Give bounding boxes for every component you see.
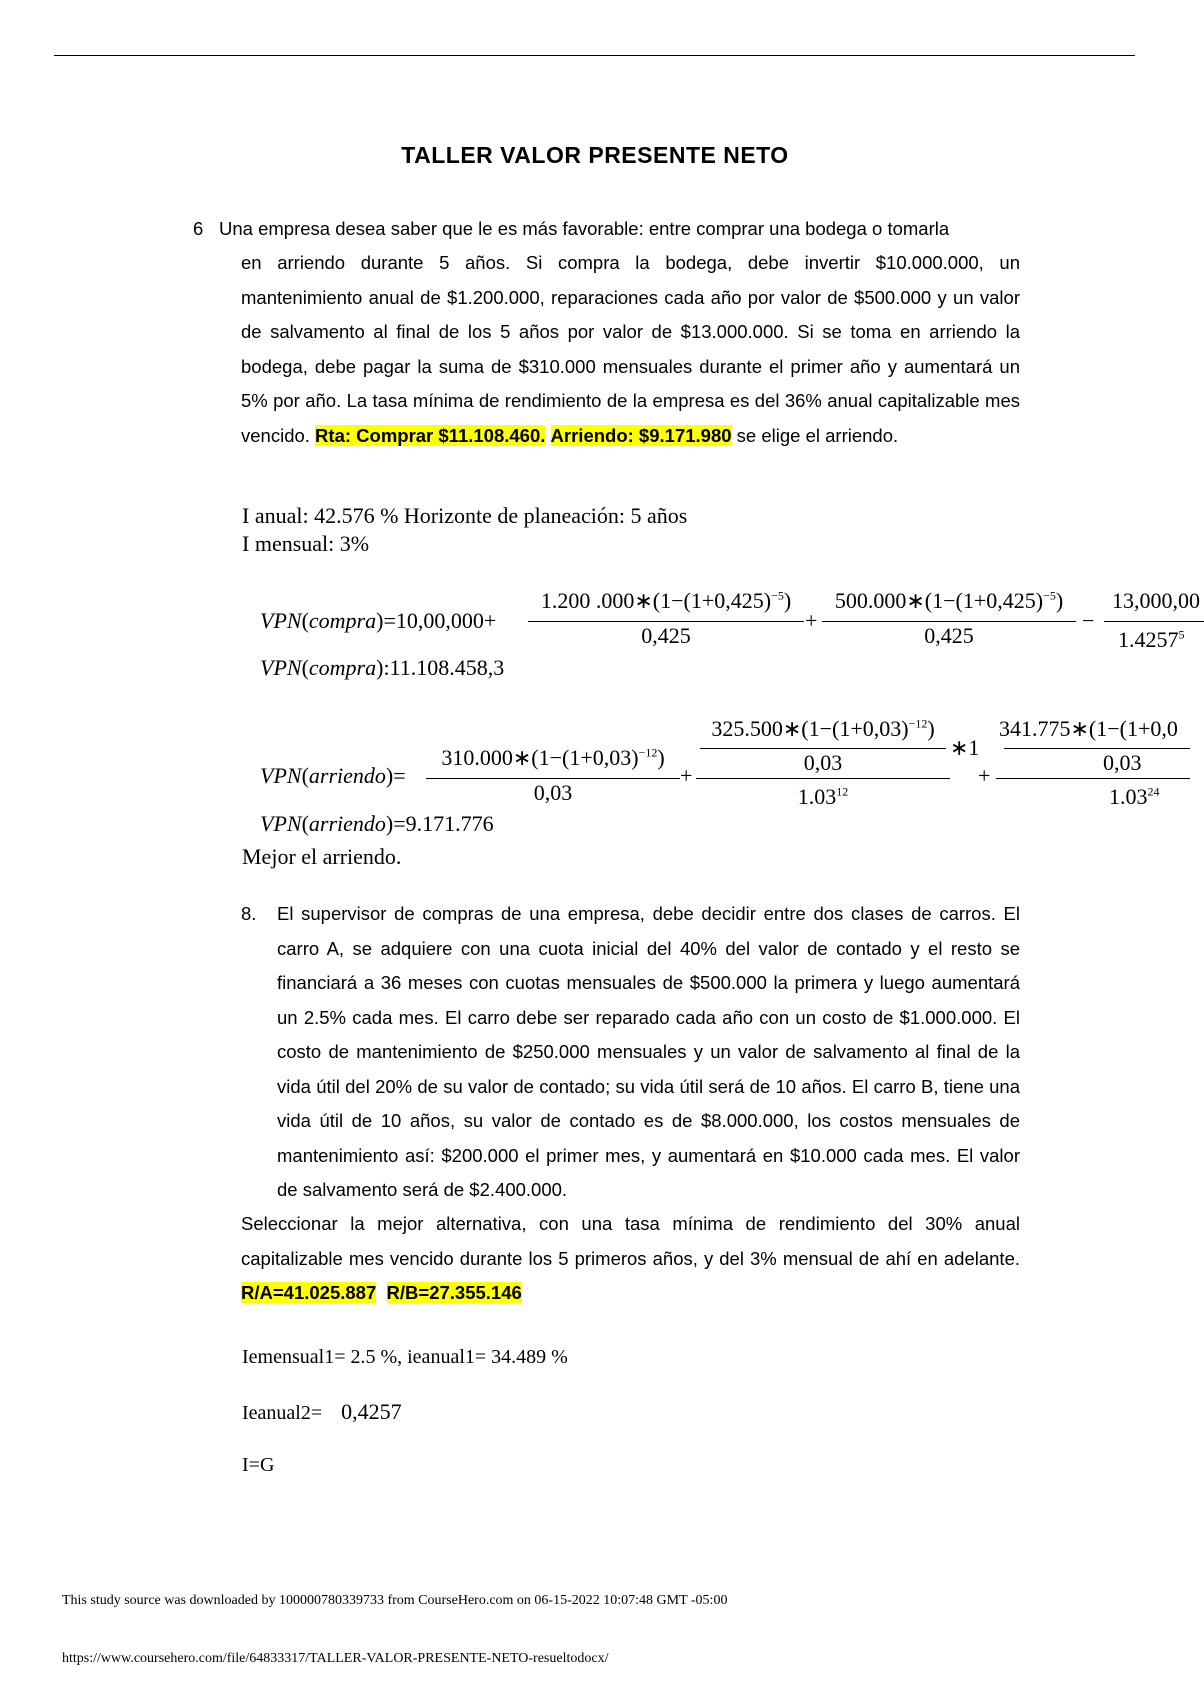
vpn-compra-fraction-1: 1.200 $.000∗(1-(1+0,425)^{-5})$ 0,425 <box>528 588 804 654</box>
vpn-arriendo-fraction-1: $310.000∗(1-(1+0,03)^{-12})$ 0,03 <box>426 745 680 811</box>
vpn-compra-fraction-2: $500.000∗(1-(1+0,425)^{-5})$ 0,425 <box>822 588 1076 654</box>
rate-line-3: I=G <box>242 1454 275 1476</box>
problem-6-number: 6 <box>193 218 204 239</box>
footer-source: This study source was downloaded by 100000780339733 from CourseHero.com on 06-15-2022 10:07:48 GMT -05:00 <box>62 1593 728 1608</box>
plus-sign: + <box>805 608 818 633</box>
plus-sign: + <box>680 763 693 788</box>
vpn-arriendo-lhs: VPN(arriendo)= <box>260 763 406 788</box>
rate-monthly-line: I mensual: 3% <box>242 531 370 556</box>
vpn-arriendo-fraction-3: 341.775∗(1−(1+0,0 0,03 1.03$^{24}$ <box>996 716 1190 816</box>
answer-b-highlight: R/B=27.355.146 <box>386 1282 522 1303</box>
plus-sign: + <box>978 763 991 788</box>
problem-8-select-text: Seleccionar la mejor alternativa, con una tasa mínima de rendimiento del 30% anual capitalizable mes vencido durante los 5 primeros años, y del 3% mensual de ahí en adelante. R/A=41.025.887 R/B=27.355.146 <box>241 1213 1020 1303</box>
answer-a-highlight: R/A=41.025.887 <box>241 1282 377 1303</box>
problem-8-number: 8. <box>241 903 257 924</box>
vpn-compra-fraction-3: 13,000,00 1.4257$^5$ <box>1104 588 1204 658</box>
answer-compra-highlight: Rta: Comprar $11.108.460. <box>315 424 546 446</box>
problem-6-body: en arriendo durante 5 años. Si compra la bodega, debe invertir $10.000.000, un mantenimiento anual de $1.200.000, reparaciones cada año por valor de $500.000 y un valor de salvamento al final de los 5 años por valor de $13.000.000. Si se toma en arriendo la bodega, debe pagar la suma de $310.000 mensuales durante el primer año y aumentará un 5% por año. La tasa mínima de rendimiento de la empresa es del 36% anual capitalizable mes vencido. <box>241 252 1020 446</box>
vpn-compra-result: VPN(compra):11.108.458,3 <box>260 655 505 680</box>
minus-sign: − <box>1082 608 1095 633</box>
rate-annual-line: I anual: 42.576 % Horizonte de planeación: 5 años <box>242 503 688 528</box>
vpn-compra-lhs: VPN(compra)=10,00,000+ <box>260 608 497 633</box>
problem-6-text <box>241 246 1020 453</box>
vpn-arriendo-result: VPN(arriendo)=9.171.776 <box>260 811 494 836</box>
answer-arriendo-highlight: Arriendo: $9.171.980 <box>550 424 732 446</box>
problem-6-tail: se elige el arriendo. <box>736 424 899 446</box>
problem-8-body: El supervisor de compras de una empresa, debe decidir entre dos clases de carros. El carro A, se adquiere con una cuota inicial del 40% del valor de contado y el resto se financiará a 36 meses con cuotas mensuales de $500.000 la primera y luego aumentará un 2.5% cada mes. El carro debe ser reparado cada año con un costo de $1.000.000. El costo de mantenimiento de $250.000 mensuales y un valor de salvamento al final de la vida útil del 20% de su valor de contado; su vida útil será de 10 años. El carro B, tiene una vida útil de 10 años, su valor de contado es de $8.000.000, los costos mensuales de mantenimiento así: $200.000 el primer mes, y aumentará en $10.000 cada mes. El valor de salvamento será de $2.400.000. <box>277 903 1020 1200</box>
rate-line-2: Ieanual2= 0,4257 <box>242 1399 402 1424</box>
footer-url[interactable]: https://www.coursehero.com/file/64833317/TALLER-VALOR-PRESENTE-NETO-resueltodocx/ <box>62 1651 609 1666</box>
header-rule <box>54 55 1135 56</box>
rate-line-1: Iemensual1= 2.5 %, ieanual1= 34.489 % <box>242 1346 568 1368</box>
document-title: TALLER VALOR PRESENTE NETO <box>401 142 789 168</box>
problem-6-first-line: Una empresa desea saber que le es más favorable: entre comprar una bodega o tomarla <box>219 218 950 239</box>
vpn-arriendo-fraction-2: $325.500∗(1-(1+0,03)^{-12})$ 0,03 1.03$^{12}$ <box>696 716 950 816</box>
times-one: ∗1 <box>950 735 980 760</box>
conclusion: Mejor el arriendo. <box>242 844 402 869</box>
